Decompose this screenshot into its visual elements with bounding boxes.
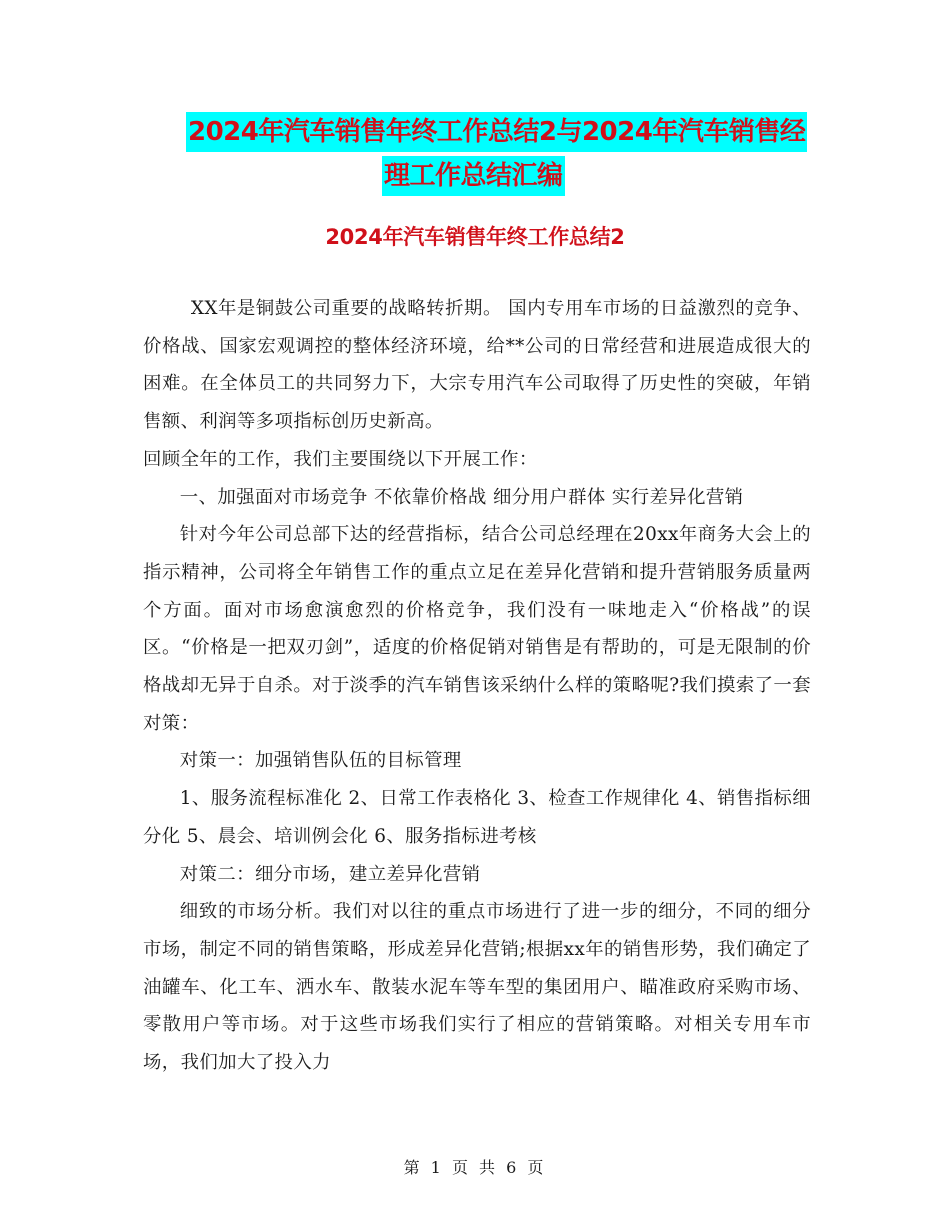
- paragraph: 针对今年公司总部下达的经营指标，结合公司总经理在20xx年商务大会上的指示精神，公司将全年销售工作的重点立足在差异化营销和提升营销服务质量两个方面。面对市场愈演愈烈的价格竞争，我们没有一味地走入“价格战”的误区。“价格是一把双刃剑”，适度的价格促销对销售是有帮助的，可是无限制的价格战却无异于自杀。对于淡季的汽车销售该采纳什么样的策略呢?我们摸索了一套对策：: [143, 524, 811, 734]
- page-footer: 第 1 页 共 6 页: [403, 1158, 547, 1177]
- section-heading: 2024年汽车销售年终工作总结2: [325, 225, 625, 249]
- paragraph: 细致的市场分析。我们对以往的重点市场进行了进一步的细分，不同的细分市场，制定不同的销售策略，形成差异化营销;根据xx年的销售形势，我们确定了油罐车、化工车、洒水车、散装水泥车等车型的集团用户、瞄准政府采购市场、零散用户等市场。对于这些市场我们实行了相应的营销策略。对相关专用车市场，我们加大了投入力: [143, 901, 811, 1074]
- paragraph: 1、服务流程标准化 2、日常工作表格化 3、检查工作规律化 4、销售指标细分化 5、晨会、培训例会化 6、服务指标进考核: [143, 788, 811, 847]
- title-line-1: 2024年汽车销售年终工作总结2与2024年汽车销售经: [186, 112, 807, 152]
- paragraph: 对策二：细分市场，建立差异化营销: [179, 863, 481, 885]
- paragraph: 对策一：加强销售队伍的目标管理: [179, 750, 462, 772]
- body-text: [143, 290, 811, 1082]
- paragraph: 一、加强面对市场竞争 不依靠价格战 细分用户群体 实行差异化营销: [179, 486, 744, 508]
- title-line-2: 理工作总结汇编: [382, 156, 565, 196]
- paragraph: 回顾全年的工作，我们主要围绕以下开展工作：: [143, 448, 538, 470]
- paragraph: XX年是铜鼓公司重要的战略转折期。 国内专用车市场的日益激烈的竞争、价格战、国家宏观调控的整体经济环境，给**公司的日常经营和进展造成很大的困难。在全体员工的共同努力下，大宗专用汽车公司取得了历史性的突破，年销售额、利润等多项指标创历史新高。: [143, 298, 811, 433]
